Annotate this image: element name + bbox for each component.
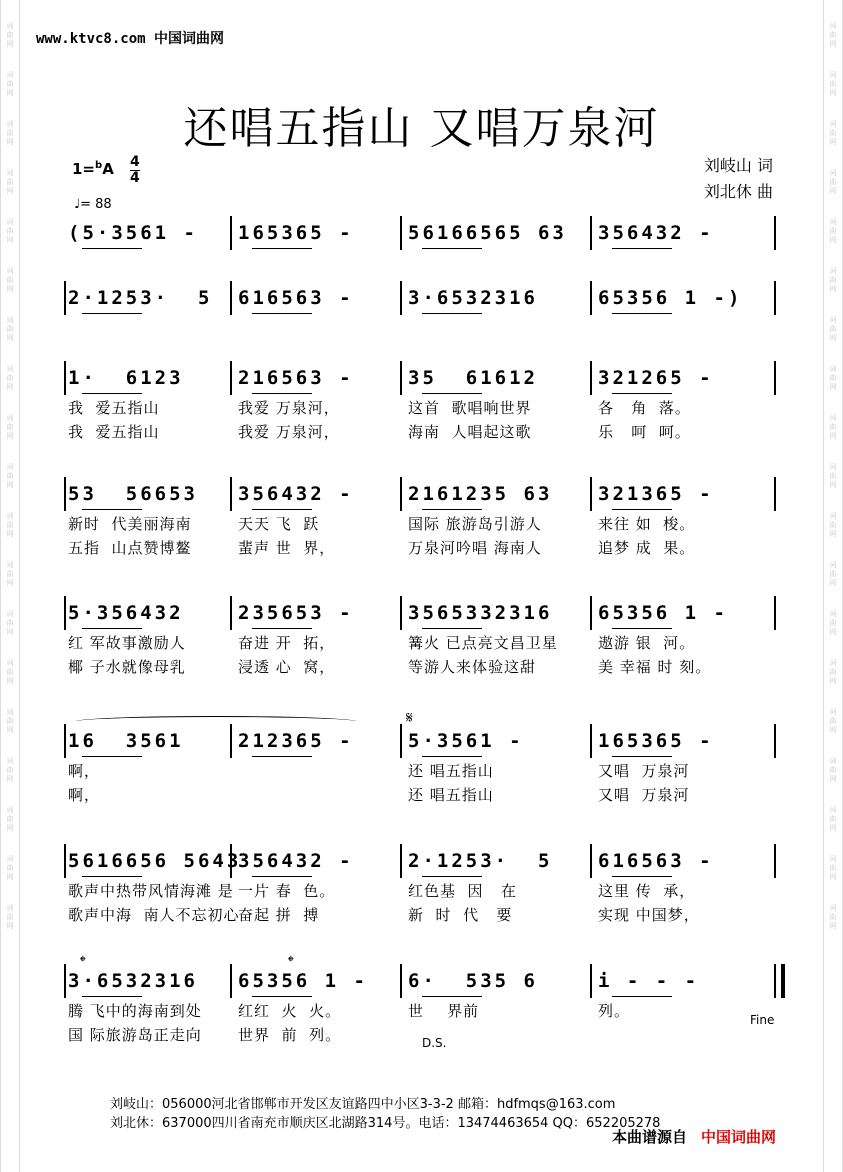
beam-line [252, 509, 312, 510]
fine-mark: Fine [750, 1013, 775, 1027]
lyric-text: 这里 传 承， [598, 882, 696, 900]
watermark-group: 词 曲 网 [6, 512, 14, 538]
measure-notes: 356432 - [598, 222, 714, 244]
lyric-text: 这首 歌唱响世界 [408, 399, 532, 417]
source-credit [612, 1126, 776, 1147]
watermark-group: 词 曲 网 [829, 267, 837, 293]
score-system [68, 483, 780, 561]
beam-line [612, 393, 672, 394]
lyric-text: 还 唱五指山 [408, 786, 494, 804]
beam-line [422, 313, 482, 314]
lyric-text: 列。 [598, 1002, 631, 1020]
time-signature [130, 155, 140, 186]
barline [64, 477, 66, 511]
watermark-group: 词 曲 网 [829, 71, 837, 97]
flat-sign: b [95, 160, 103, 171]
measure-notes: i - - - [598, 970, 700, 992]
lyric-row-verse-1 [68, 397, 780, 421]
watermark-group: 词 曲 网 [6, 316, 14, 342]
composer-credit: 刘北休 曲 [703, 182, 773, 201]
watermark-group: 词 曲 网 [6, 659, 14, 685]
lyric-text: 来往 如 梭。 [598, 515, 696, 533]
watermark-group: 词 曲 网 [829, 610, 837, 636]
lyric-text: 遨游 银 河。 [598, 634, 696, 652]
tempo-mark: ♩= 88 [74, 197, 112, 212]
barline [400, 477, 402, 511]
watermark-group: 词 曲 网 [6, 463, 14, 489]
time-numerator: 4 [130, 154, 140, 170]
measure-notes: 16 3561 [68, 730, 184, 752]
measure-notes: 2·1253· 5 [68, 287, 213, 309]
watermark-group: 词 曲 网 [829, 169, 837, 195]
lyric-text: 天天 飞 跃 [238, 515, 320, 533]
notes-row [68, 730, 780, 760]
watermark-group: 词 曲 网 [6, 71, 14, 97]
measure-notes: 56166565 63 [408, 222, 567, 244]
barline [64, 281, 66, 315]
measure-notes: 35 61612 [408, 367, 538, 389]
barline [230, 964, 232, 998]
barline [774, 216, 776, 250]
lyric-row-verse-1 [68, 1000, 780, 1024]
watermark-group: 词 曲 网 [6, 904, 14, 930]
credits [704, 153, 773, 205]
beam-line [422, 996, 482, 997]
watermark-group: 词 曲 网 [829, 120, 837, 146]
footer-line-composer: 刘北休：637000四川省南充市顺庆区北湖路314号。电话：13474463654 QQ：652205278 [110, 1116, 661, 1131]
watermark-group: 词 曲 网 [829, 904, 837, 930]
lyric-row-verse-2 [68, 656, 780, 680]
lyric-row-verse-2 [68, 904, 780, 928]
beam-line [82, 313, 142, 314]
lyric-text: 新 时 代 要 [408, 906, 513, 924]
notes-row [68, 367, 780, 397]
watermark-group: 词 曲 网 [6, 120, 14, 146]
beam-line [612, 756, 672, 757]
final-barline [774, 964, 785, 998]
measure-notes: 6· 535 6 [408, 970, 538, 992]
lyric-row-verse-1 [68, 760, 780, 784]
beam-line [612, 996, 672, 997]
watermark-group: 词 曲 网 [829, 414, 837, 440]
notes-row [68, 287, 780, 317]
lyric-text: 歌声中海 南人不忘初心 [68, 906, 240, 924]
beam-line [82, 756, 142, 757]
measure-notes: 356432 - [238, 483, 354, 505]
measure-notes: 3565332316 [408, 602, 553, 624]
lyric-text: 美 幸福 时 刻。 [598, 658, 712, 676]
beam-line [612, 313, 672, 314]
measure-notes: 3·6532316 [408, 287, 538, 309]
barline [400, 844, 402, 878]
lyric-text: 浸透 心 窝， [238, 658, 336, 676]
barline [64, 361, 66, 395]
barline [230, 361, 232, 395]
beam-line [422, 628, 482, 629]
key-prefix: 1= [72, 160, 96, 178]
song-title: 还唱五指山 又唱万泉河 [183, 103, 660, 154]
lyric-text: 又唱 万泉河 [598, 762, 690, 780]
measure-notes: 212365 - [238, 730, 354, 752]
watermark-group: 词 曲 网 [6, 855, 14, 881]
watermark-group: 词 曲 网 [6, 757, 14, 783]
measure-notes: 5·356432 [68, 602, 184, 624]
footer-contacts [110, 1095, 660, 1133]
lyric-row-verse-1 [68, 632, 780, 656]
lyric-text: 各 角 落。 [598, 399, 691, 417]
lyric-text: 椰 子水就像母乳 [68, 658, 186, 676]
ds-mark: D.S. [422, 1036, 447, 1050]
lyric-text: 蜚声 世 界， [238, 539, 336, 557]
measure-notes: 65356 1 -) [598, 287, 743, 309]
watermark-group: 词 曲 网 [6, 806, 14, 832]
lyric-text: 又唱 万泉河 [598, 786, 690, 804]
barline [590, 216, 592, 250]
measure-notes: 1· 6123 [68, 367, 184, 389]
lyric-text: 腾 飞中的海南到处 [68, 1002, 202, 1020]
measure-notes: 321365 - [598, 483, 714, 505]
lyric-text: 篝火 已点亮文昌卫星 [408, 634, 558, 652]
right-watermark-strip [823, 0, 843, 1172]
lyric-text: 海南 人唱起这歌 [408, 423, 532, 441]
barline [64, 844, 66, 878]
lyric-text: 世 界前 [408, 1002, 480, 1020]
beam-line [82, 509, 142, 510]
watermark-group: 词 曲 网 [829, 365, 837, 391]
coda-mark: 𝄌 [288, 952, 294, 971]
notes-row [68, 850, 780, 880]
measure-notes: 2·1253· 5 [408, 850, 553, 872]
lyric-row-verse-2 [68, 784, 780, 808]
score-system [68, 850, 780, 928]
footer-line-lyricist: 刘岐山：056000河北省邯郸市开发区友谊路四中小区3-3-2 邮箱：hdfmqs@163.com [110, 1097, 616, 1112]
beam-line [252, 996, 312, 997]
score-system [68, 602, 780, 680]
beam-line [422, 756, 482, 757]
barline [590, 477, 592, 511]
beam-line [612, 876, 672, 877]
lyric-text: 红色基 因 在 [408, 882, 517, 900]
lyric-text: 红红 火 火。 [238, 1002, 342, 1020]
watermark-group: 词 曲 网 [6, 708, 14, 734]
score-system [68, 287, 780, 317]
measure-notes: 3·6532316 [68, 970, 198, 992]
lyric-row-verse-1 [68, 880, 780, 904]
watermark-group: 词 曲 网 [829, 659, 837, 685]
notes-row [68, 222, 780, 252]
segno-mark: 𝄋 [406, 708, 413, 727]
barline [64, 724, 66, 758]
measure-notes: 65356 1 - [238, 970, 368, 992]
long-slur [76, 716, 356, 727]
watermark-group: 词 曲 网 [829, 757, 837, 783]
barline [400, 216, 402, 250]
time-denominator: 4 [130, 170, 140, 186]
measure-notes: 616563 - [598, 850, 714, 872]
watermark-group: 词 曲 网 [829, 855, 837, 881]
lyric-text: 世界 前 列。 [238, 1026, 342, 1044]
beam-line [252, 393, 312, 394]
lyric-text: 国际 旅游岛引游人 [408, 515, 542, 533]
beam-line [252, 756, 312, 757]
barline [774, 281, 776, 315]
barline [774, 477, 776, 511]
score-system [68, 367, 780, 445]
notes-row [68, 602, 780, 632]
watermark-group: 词 曲 网 [6, 365, 14, 391]
barline [400, 964, 402, 998]
barline [400, 596, 402, 630]
lyric-text: 实现 中国梦， [598, 906, 700, 924]
measure-notes: 356432 - [238, 850, 354, 872]
lyric-text: 国 际旅游岛正走向 [68, 1026, 202, 1044]
measure-notes: 5616656 5643 [68, 850, 242, 872]
measure-notes: 165365 - [238, 222, 354, 244]
source-brand[interactable]: 中国词曲网 [701, 1128, 777, 1146]
lyric-text: 奋起 拼 搏 [238, 906, 320, 924]
lyric-text: 我爱 万泉河， [238, 399, 340, 417]
barline [230, 596, 232, 630]
lyric-text: 一片 春 色。 [238, 882, 336, 900]
barline [774, 361, 776, 395]
watermark-group: 词 曲 网 [6, 218, 14, 244]
beam-line [252, 876, 312, 877]
measure-notes: 2161235 63 [408, 483, 553, 505]
beam-line [82, 876, 142, 877]
barline [64, 596, 66, 630]
measure-notes: 216563 - [238, 367, 354, 389]
score-system [68, 730, 780, 808]
barline [590, 844, 592, 878]
watermark-group: 词 曲 网 [829, 708, 837, 734]
watermark-group: 词 曲 网 [829, 561, 837, 587]
lyric-text: 五指 山点赞博鳌 [68, 539, 192, 557]
measure-notes: 616563 - [238, 287, 354, 309]
source-label: 本曲谱源自 [612, 1128, 688, 1146]
barline [590, 724, 592, 758]
watermark-group: 词 曲 网 [829, 512, 837, 538]
barline [774, 596, 776, 630]
lyric-text: 歌声中热带风情海滩 是 [68, 882, 234, 900]
key-note: A [102, 160, 114, 178]
watermark-group: 词 曲 网 [6, 267, 14, 293]
barline [590, 596, 592, 630]
barline [230, 844, 232, 878]
beam-line [252, 628, 312, 629]
watermark-group: 词 曲 网 [6, 22, 14, 48]
lyric-text: 我 爱五指山 [68, 423, 160, 441]
key-signature [72, 160, 114, 178]
beam-line [422, 876, 482, 877]
lyric-text: 万泉河吟唱 海南人 [408, 539, 542, 557]
barline [590, 281, 592, 315]
measure-notes: 165365 - [598, 730, 714, 752]
notes-row [68, 483, 780, 513]
lyric-row-verse-2 [68, 537, 780, 561]
barline [230, 477, 232, 511]
watermark-group: 词 曲 网 [829, 463, 837, 489]
beam-line [422, 248, 482, 249]
measure-notes: 235653 - [238, 602, 354, 624]
measure-notes: 53 56653 [68, 483, 198, 505]
lyric-text: 还 唱五指山 [408, 762, 494, 780]
measure-notes: 65356 1 - [598, 602, 728, 624]
beam-line [612, 509, 672, 510]
notes-row [68, 970, 780, 1000]
measure-notes: (5·3561 - [68, 222, 198, 244]
watermark-group: 词 曲 网 [6, 414, 14, 440]
beam-line [612, 628, 672, 629]
watermark-group: 词 曲 网 [6, 561, 14, 587]
watermark-group: 词 曲 网 [829, 806, 837, 832]
lyric-text: 新时 代美丽海南 [68, 515, 192, 533]
barline [64, 964, 66, 998]
lyric-text: 我 爱五指山 [68, 399, 160, 417]
measure-notes: 321265 - [598, 367, 714, 389]
beam-line [422, 509, 482, 510]
watermark-group: 词 曲 网 [829, 316, 837, 342]
watermark-group: 词 曲 网 [829, 218, 837, 244]
lyric-text: 乐 呵 呵。 [598, 423, 691, 441]
watermark-group: 词 曲 网 [6, 169, 14, 195]
barline [774, 724, 776, 758]
lyric-text: 我爱 万泉河， [238, 423, 340, 441]
barline [590, 964, 592, 998]
beam-line [82, 393, 142, 394]
barline [230, 216, 232, 250]
beam-line [82, 248, 142, 249]
lyricist-credit: 刘岐山 词 [703, 156, 773, 175]
beam-line [82, 996, 142, 997]
watermark-group: 词 曲 网 [6, 610, 14, 636]
score-system [68, 222, 780, 252]
lyric-text: 啊， [68, 762, 101, 780]
measure-notes: 5·3561 - [408, 730, 524, 752]
beam-line [252, 313, 312, 314]
site-url[interactable]: www.ktvc8.com 中国词曲网 [36, 31, 225, 47]
lyric-text: 奋进 开 拓， [238, 634, 336, 652]
barline [400, 724, 402, 758]
coda-mark: 𝄌 [80, 952, 86, 971]
lyric-row-verse-1 [68, 513, 780, 537]
watermark-group: 词 曲 网 [829, 22, 837, 48]
lyric-row-verse-2 [68, 421, 780, 445]
barline [774, 844, 776, 878]
lyric-text: 红 军故事激励人 [68, 634, 186, 652]
lyric-text: 啊， [68, 786, 101, 804]
beam-line [82, 628, 142, 629]
barline [230, 724, 232, 758]
lyric-text: 等游人来体验这甜 [408, 658, 537, 676]
left-watermark-strip [0, 0, 20, 1172]
barline [400, 361, 402, 395]
barline [230, 281, 232, 315]
lyric-text: 追梦 成 果。 [598, 539, 696, 557]
barline [590, 361, 592, 395]
beam-line [252, 248, 312, 249]
beam-line [422, 393, 482, 394]
beam-line [612, 248, 672, 249]
barline [400, 281, 402, 315]
